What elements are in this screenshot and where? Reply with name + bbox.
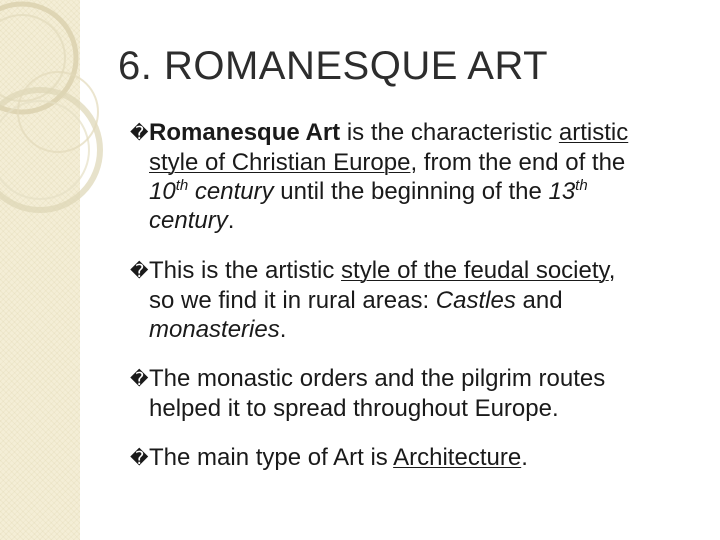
century-word: century	[149, 207, 228, 234]
link-style-feudal-society[interactable]: style of the feudal society	[341, 257, 609, 284]
bullet-text: , from the end of the	[410, 149, 626, 176]
bullet-text: The monastic orders and the pilgrim routes	[149, 365, 606, 392]
bullet-text: The main type of Art is	[149, 444, 394, 471]
superscript: th	[175, 177, 189, 194]
bullet-text: helped it to spread throughout Europe.	[149, 395, 559, 422]
link-style-christian-europe[interactable]: style of Christian Europe	[149, 149, 411, 176]
bullet-item-1	[130, 118, 700, 235]
bullet-text: is the characteristic	[340, 119, 559, 146]
bullet-text: This is the artistic	[149, 257, 342, 284]
bullet-marker: �	[130, 369, 149, 390]
bullet-text: until the beginning of the	[273, 178, 549, 205]
bullet-marker: �	[130, 123, 149, 144]
superscript: th	[575, 177, 588, 194]
bullet-text: .	[227, 207, 235, 234]
bold-term: Romanesque Art	[149, 119, 341, 146]
link-architecture[interactable]: Architecture	[393, 444, 522, 471]
link-artistic[interactable]: artistic	[558, 119, 629, 146]
bullet-text: so we find it in rural areas:	[149, 287, 436, 314]
bullet-text: .	[521, 444, 528, 471]
century-word: century	[188, 178, 274, 205]
bullet-item-3	[130, 364, 700, 423]
bullet-marker: �	[130, 261, 149, 282]
italic-castles: Castles	[435, 287, 516, 314]
bullet-item-4	[130, 443, 700, 473]
italic-monasteries: monasteries	[149, 316, 280, 343]
slide-title: 6. ROMANESQUE ART	[118, 44, 549, 88]
bullet-text: ,	[608, 257, 616, 284]
bullet-text: and	[515, 287, 563, 314]
bullet-marker: �	[130, 448, 149, 469]
century-ordinal: 10	[149, 178, 176, 205]
bullet-text: .	[279, 316, 287, 343]
century-ordinal: 13	[548, 178, 576, 205]
bullet-item-2	[130, 256, 700, 344]
